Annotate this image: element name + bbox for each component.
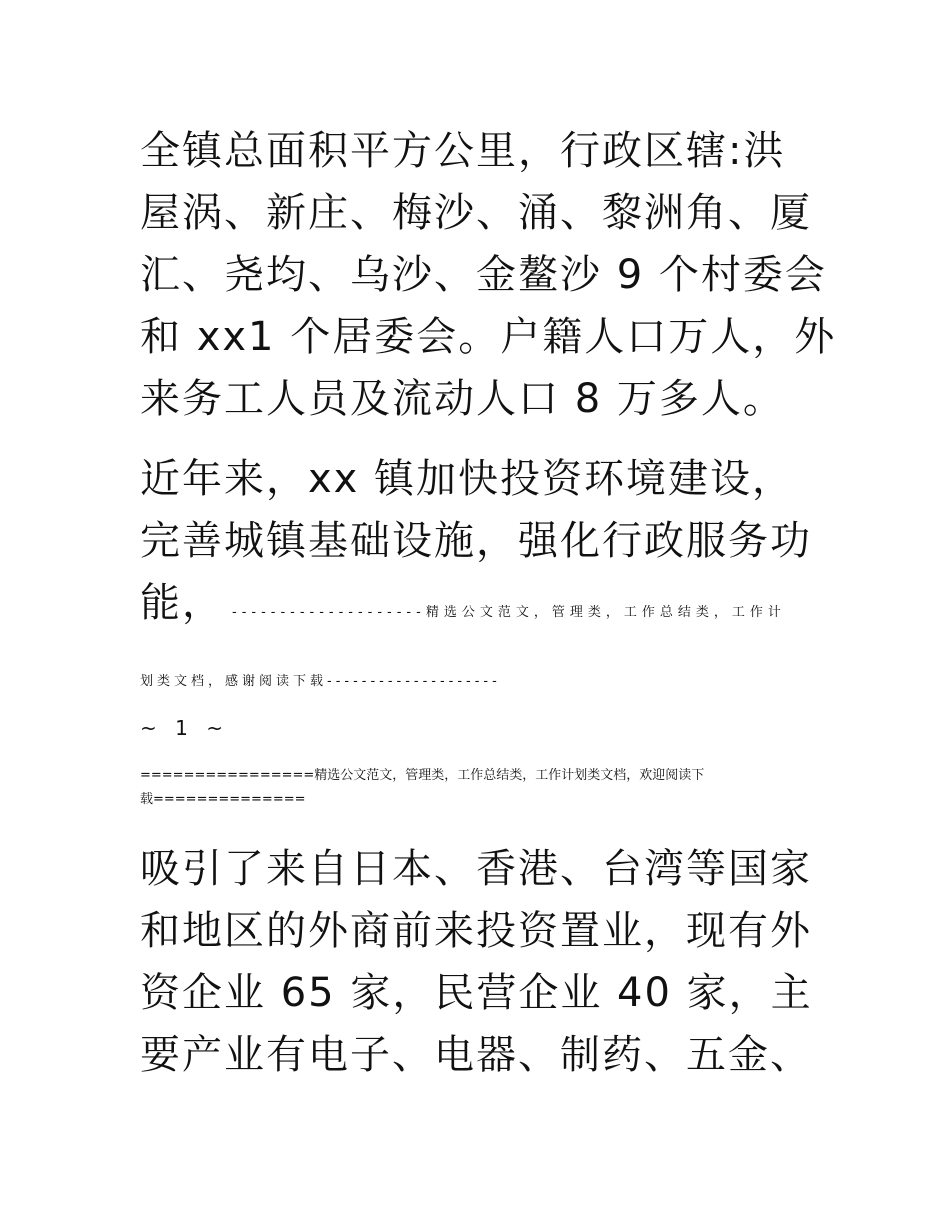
text-line: 完善城镇基础设施，强化行政服务功 bbox=[140, 518, 812, 564]
banner-line: ================精选公文范文，管理类，工作总结类，工作计划类文档，欢迎阅读下 bbox=[140, 768, 705, 783]
download-note-inline: --------------------精选公文范文，管理类，工作总结类，工作计 bbox=[232, 605, 786, 620]
text-line: 要产业有电子、电器、制药、五金、 bbox=[140, 1032, 812, 1078]
text-line: 全镇总面积平方公里，行政区辖:洪 bbox=[140, 128, 786, 174]
text-line: 和 xx1 个居委会。户籍人口万人，外 bbox=[140, 314, 837, 360]
download-banner bbox=[140, 764, 820, 812]
text-line: 吸引了来自日本、香港、台湾等国家 bbox=[140, 846, 812, 892]
text-line: 近年来，xx 镇加快投资环境建设， bbox=[140, 456, 795, 502]
text-line: 资企业 65 家，民营企业 40 家，主 bbox=[140, 970, 813, 1016]
text-line: 汇、尧均、乌沙、金鳌沙 9 个村委会 bbox=[140, 252, 827, 298]
text-fragment: 能， bbox=[140, 580, 224, 626]
paragraph-investment-environment bbox=[140, 448, 820, 644]
text-line: 和地区的外商前来投资置业，现有外 bbox=[140, 908, 812, 954]
page-number: ~ 1 ~ bbox=[140, 716, 229, 740]
paragraph-foreign-investment bbox=[140, 838, 820, 1086]
paragraph-town-overview bbox=[140, 120, 837, 430]
banner-line: 载============== bbox=[140, 792, 306, 807]
text-line: 来务工人员及流动人口 8 万多人。 bbox=[140, 376, 785, 422]
text-line-with-note bbox=[140, 572, 820, 644]
download-note-continuation: 划类文档，感谢阅读下载-------------------- bbox=[140, 674, 501, 689]
text-line: 屋涡、新庄、梅沙、涌、黎洲角、厦 bbox=[140, 190, 812, 236]
